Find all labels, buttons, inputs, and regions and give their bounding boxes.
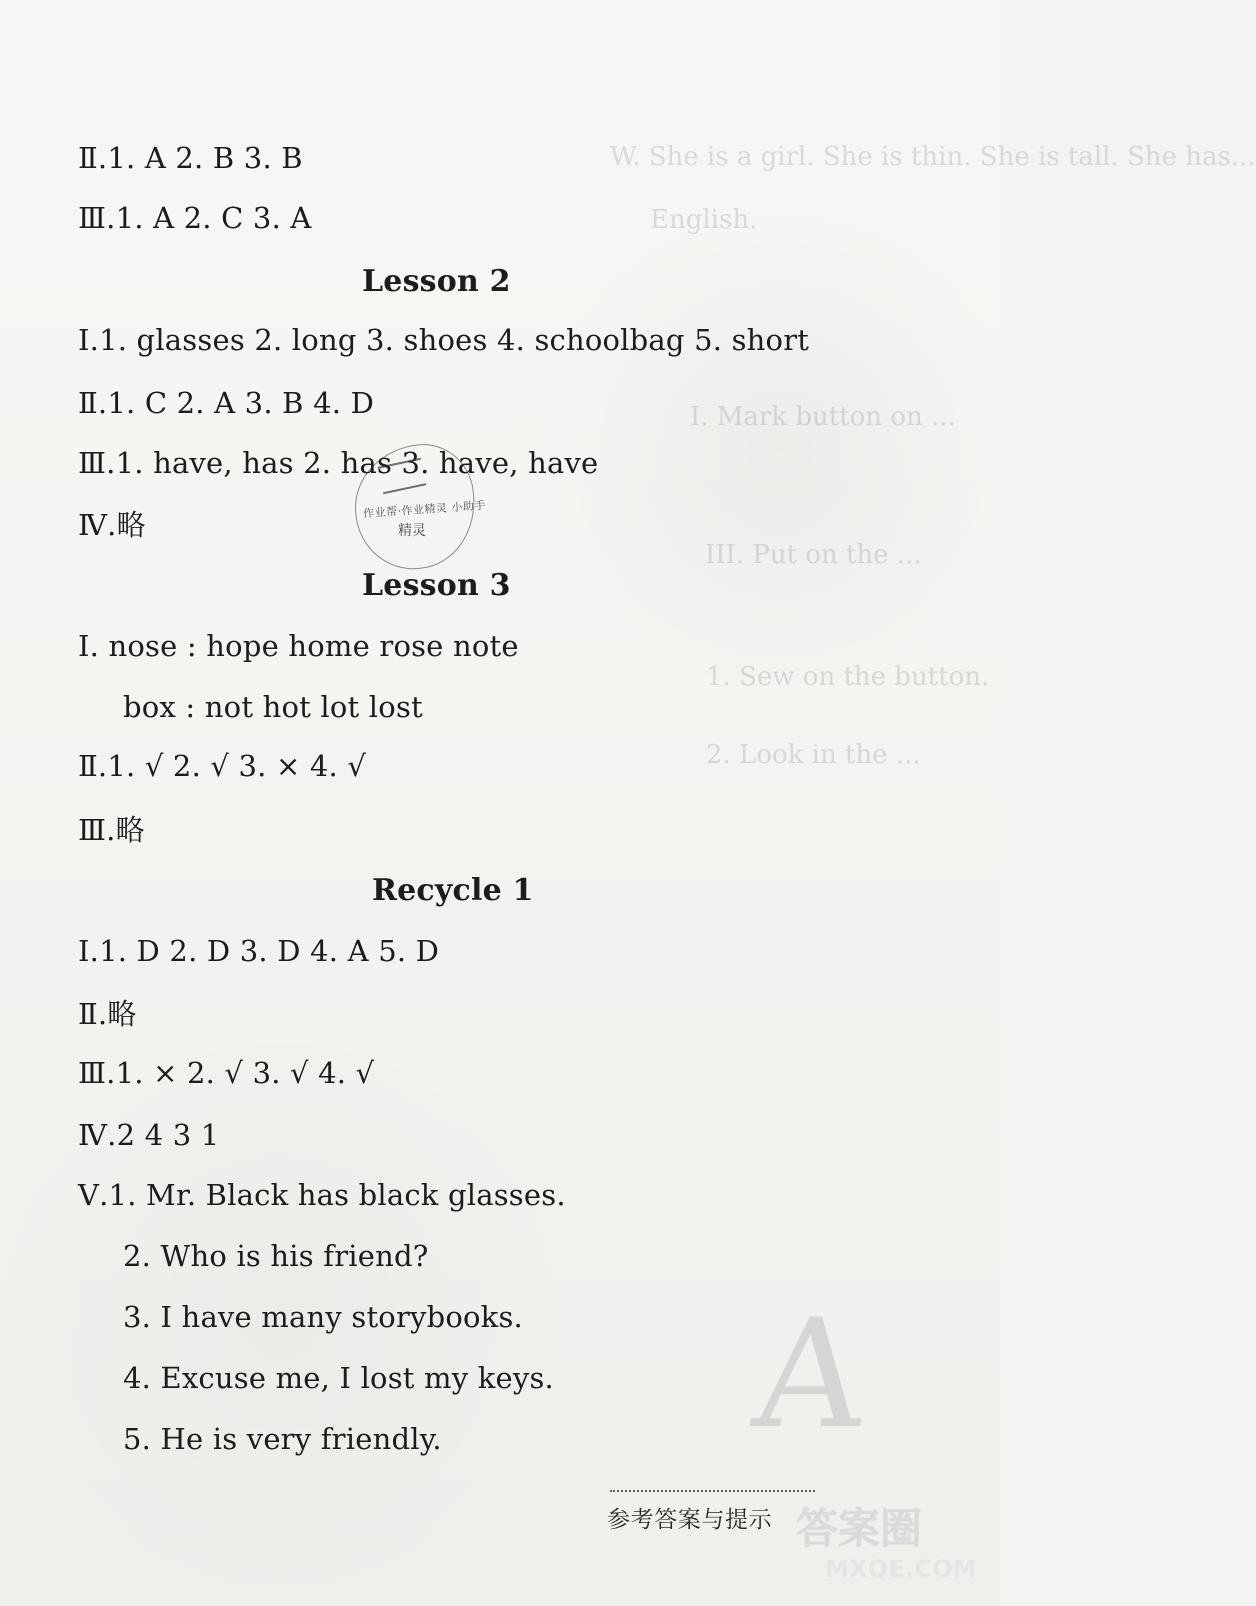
answer-line: Ⅱ.1. C 2. A 3. B 4. D [78,386,375,420]
bleed-through-text: 1. Sew on the button. [706,662,990,692]
answer-line: Ⅰ.1. D 2. D 3. D 4. A 5. D [78,934,440,968]
answer-line: Ⅲ.1. × 2. √ 3. √ 4. √ [78,1056,375,1090]
answer-line: 4. Excuse me, I lost my keys. [123,1361,554,1395]
stamp-small-text: 精灵 [398,523,426,539]
bleed-through-text: I. Mark button on ... [690,402,956,432]
footer-divider [610,1490,815,1492]
answer-line: 5. He is very friendly. [123,1422,442,1456]
lesson-title: Lesson 3 [362,568,511,603]
watermark-url: MXQE.COM [825,1555,977,1583]
answer-line: 3. I have many storybooks. [123,1300,523,1334]
watermark-logo: 答案圈 [796,1504,923,1553]
section-title: Recycle 1 [372,873,534,908]
answer-line: Ⅰ.1. glasses 2. long 3. shoes 4. schoolbag 5. short [78,323,810,357]
stamp-text: 作业帮·作业精灵 小助手 [362,498,487,521]
answer-line: Ⅱ.1. √ 2. √ 3. × 4. √ [78,749,367,783]
answer-line: Ⅲ.1. have, has 2. has 3. have, have [78,446,599,480]
answer-line: Ⅳ.略 [78,508,146,542]
lesson-title: Lesson 2 [362,264,511,299]
decorative-letter: A [746,1288,874,1462]
answer-line: Ⅳ.2 4 3 1 [78,1118,220,1152]
bleed-through-text: 2. Look in the ... [706,740,921,770]
answer-line: Ⅰ. nose : hope home rose note [78,629,519,663]
answer-line: Ⅲ.1. A 2. C 3. A [78,201,312,235]
answer-line: 2. Who is his friend? [123,1239,429,1273]
answer-line: Ⅲ.略 [78,813,145,847]
answer-line: Ⅱ.1. A 2. B 3. B [78,141,303,175]
answer-line: Ⅱ.略 [78,997,137,1031]
answer-line: Ⅴ.1. Mr. Black has black glasses. [78,1178,566,1212]
bleed-through-text: W. She is a girl. She is thin. She is tall. She has... [610,142,1256,172]
answer-line: box : not hot lot lost [123,690,423,724]
bleed-through-text: English. [650,205,758,235]
footer-label: 参考答案与提示 [607,1507,773,1533]
bleed-through-text: III. Put on the ... [705,540,922,570]
